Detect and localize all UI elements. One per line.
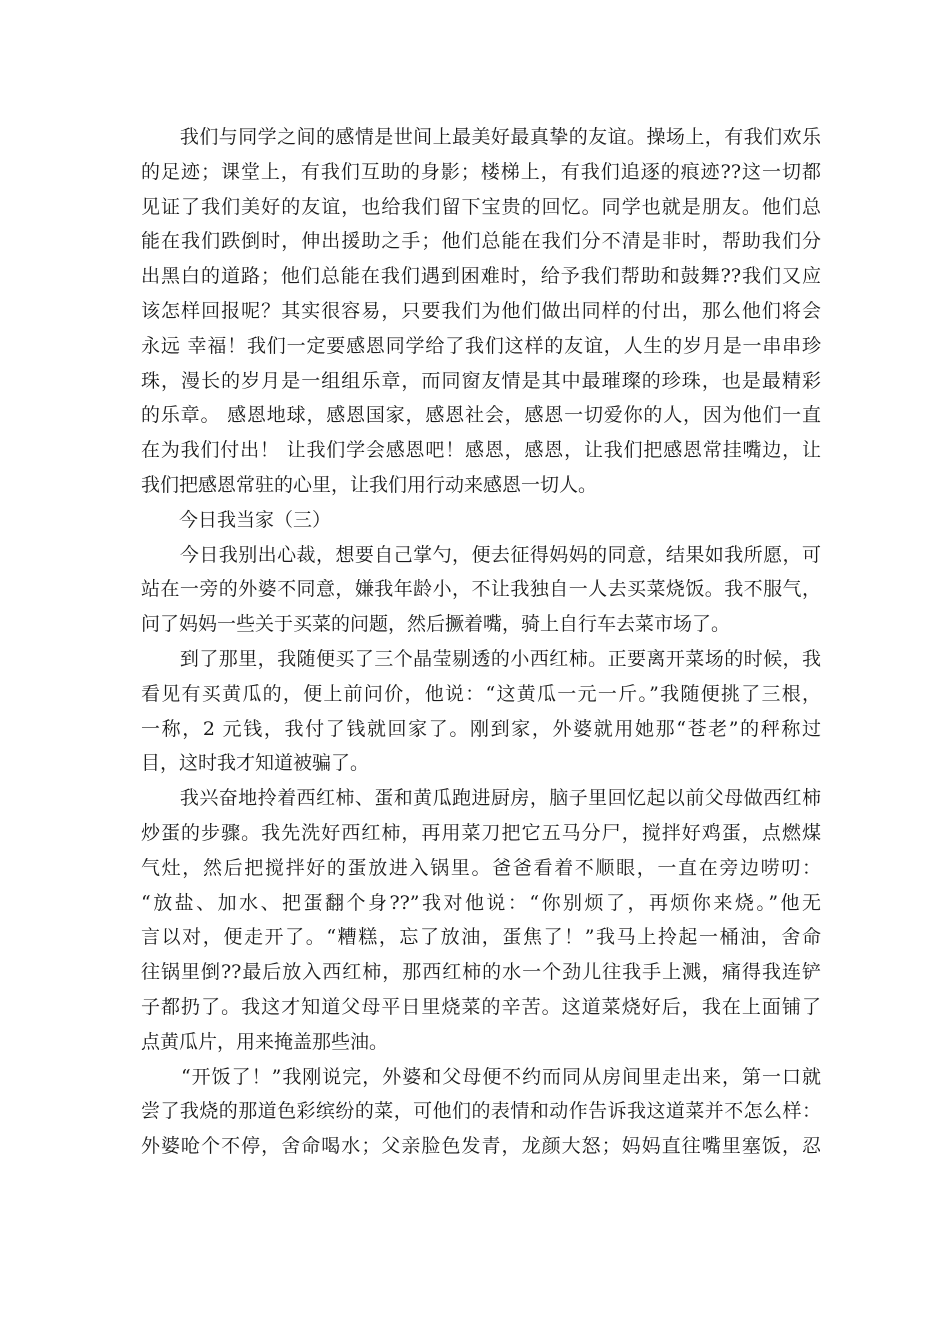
text-line: 往锅里倒??最后放入西红柿，那西红柿的水一个劲儿往我手上溅，痛得我连铲 xyxy=(141,961,821,984)
text-line: “放盐、加水、把蛋翻个身??”我对他说：“你别烦了，再烦你来烧。”他无 xyxy=(141,891,821,914)
text-line: 我们与同学之间的感情是世间上最美好最真挚的友谊。操场上，有我们欢乐 xyxy=(141,126,821,148)
text-line: 问了妈妈一些关于买菜的问题，然后撅着嘴，骑上自行车去菜市场了。 xyxy=(141,613,731,636)
text-line: “开饭了！”我刚说完，外婆和父母便不约而同从房间里走出来，第一口就 xyxy=(141,1065,821,1088)
text-line: 站在一旁的外婆不同意，嫌我年龄小，不让我独自一人去买菜烧饭。我不服气， xyxy=(141,578,821,601)
text-line: 我们把感恩常驻的心里，让我们用行动来感恩一切人。 xyxy=(141,473,598,496)
text-line: 外婆呛个不停，舍命喝水；父亲脸色发青，龙颜大怒；妈妈直往嘴里塞饭，忍 xyxy=(141,1135,821,1158)
text-line: 看见有买黄瓜的，便上前问价，他说：“这黄瓜一元一斤。”我随便挑了三根， xyxy=(141,682,821,705)
text-line: 在为我们付出！ 让我们学会感恩吧！感恩，感恩，让我们把感恩常挂嘴边，让 xyxy=(141,439,821,462)
text-line: 见证了我们美好的友谊，也给我们留下宝贵的回忆。同学也就是朋友。他们总 xyxy=(141,195,821,218)
text-line: 的乐章。 感恩地球，感恩国家，感恩社会，感恩一切爱你的人，因为他们一直 xyxy=(141,404,821,427)
text-line: 出黑白的道路；他们总能在我们遇到困难时，给予我们帮助和鼓舞??我们又应 xyxy=(141,265,821,288)
document-body xyxy=(141,120,821,1164)
text-line: 子都扔了。我这才知道父母平日里烧菜的辛苦。这道菜烧好后，我在上面铺了 xyxy=(141,995,821,1018)
text-line: 今日我当家（三） xyxy=(141,508,332,531)
text-line: 尝了我烧的那道色彩缤纷的菜，可他们的表情和动作告诉我这道菜并不怎么样： xyxy=(141,1100,821,1123)
text-line: 气灶，然后把搅拌好的蛋放进入锅里。爸爸看着不顺眼，一直在旁边唠叨： xyxy=(141,856,821,879)
text-line: 能在我们跌倒时，伸出援助之手；他们总能在我们分不清是非时，帮助我们分 xyxy=(141,230,821,253)
text-line: 该怎样回报呢？其实很容易，只要我们为他们做出同样的付出，那么他们将会 xyxy=(141,299,821,322)
text-line: 我兴奋地拎着西红柿、蛋和黄瓜跑进厨房，脑子里回忆起以前父母做西红柿 xyxy=(141,787,821,810)
text-line: 炒蛋的步骤。我先洗好西红柿，再用菜刀把它五马分尸，搅拌好鸡蛋，点燃煤 xyxy=(141,821,821,844)
text-line: 言以对，便走开了。“糟糕，忘了放油，蛋焦了！”我马上拎起一桶油，舍命 xyxy=(141,926,821,949)
text-line: 点黄瓜片，用来掩盖那些油。 xyxy=(141,1030,389,1053)
text-line: 目，这时我才知道被骗了。 xyxy=(141,752,370,775)
text-line: 到了那里，我随便买了三个晶莹剔透的小西红柿。正要离开菜场的时候，我 xyxy=(141,647,821,670)
text-line: 的足迹；课堂上，有我们互助的身影；楼梯上，有我们追逐的痕迹??这一切都 xyxy=(141,160,821,183)
text-line: 今日我别出心裁，想要自己掌勺，便去征得妈妈的同意，结果如我所愿，可 xyxy=(141,543,821,566)
text-line: 永远 幸福！我们一定要感恩同学给了我们这样的友谊，人生的岁月是一串串珍 xyxy=(141,334,821,357)
text-line: 珠，漫长的岁月是一组组乐章，而同窗友情是其中最璀璨的珍珠，也是最精彩 xyxy=(141,369,821,392)
text-line: 一称，2 元钱，我付了钱就回家了。刚到家，外婆就用她那“苍老”的秤称过 xyxy=(141,717,821,740)
